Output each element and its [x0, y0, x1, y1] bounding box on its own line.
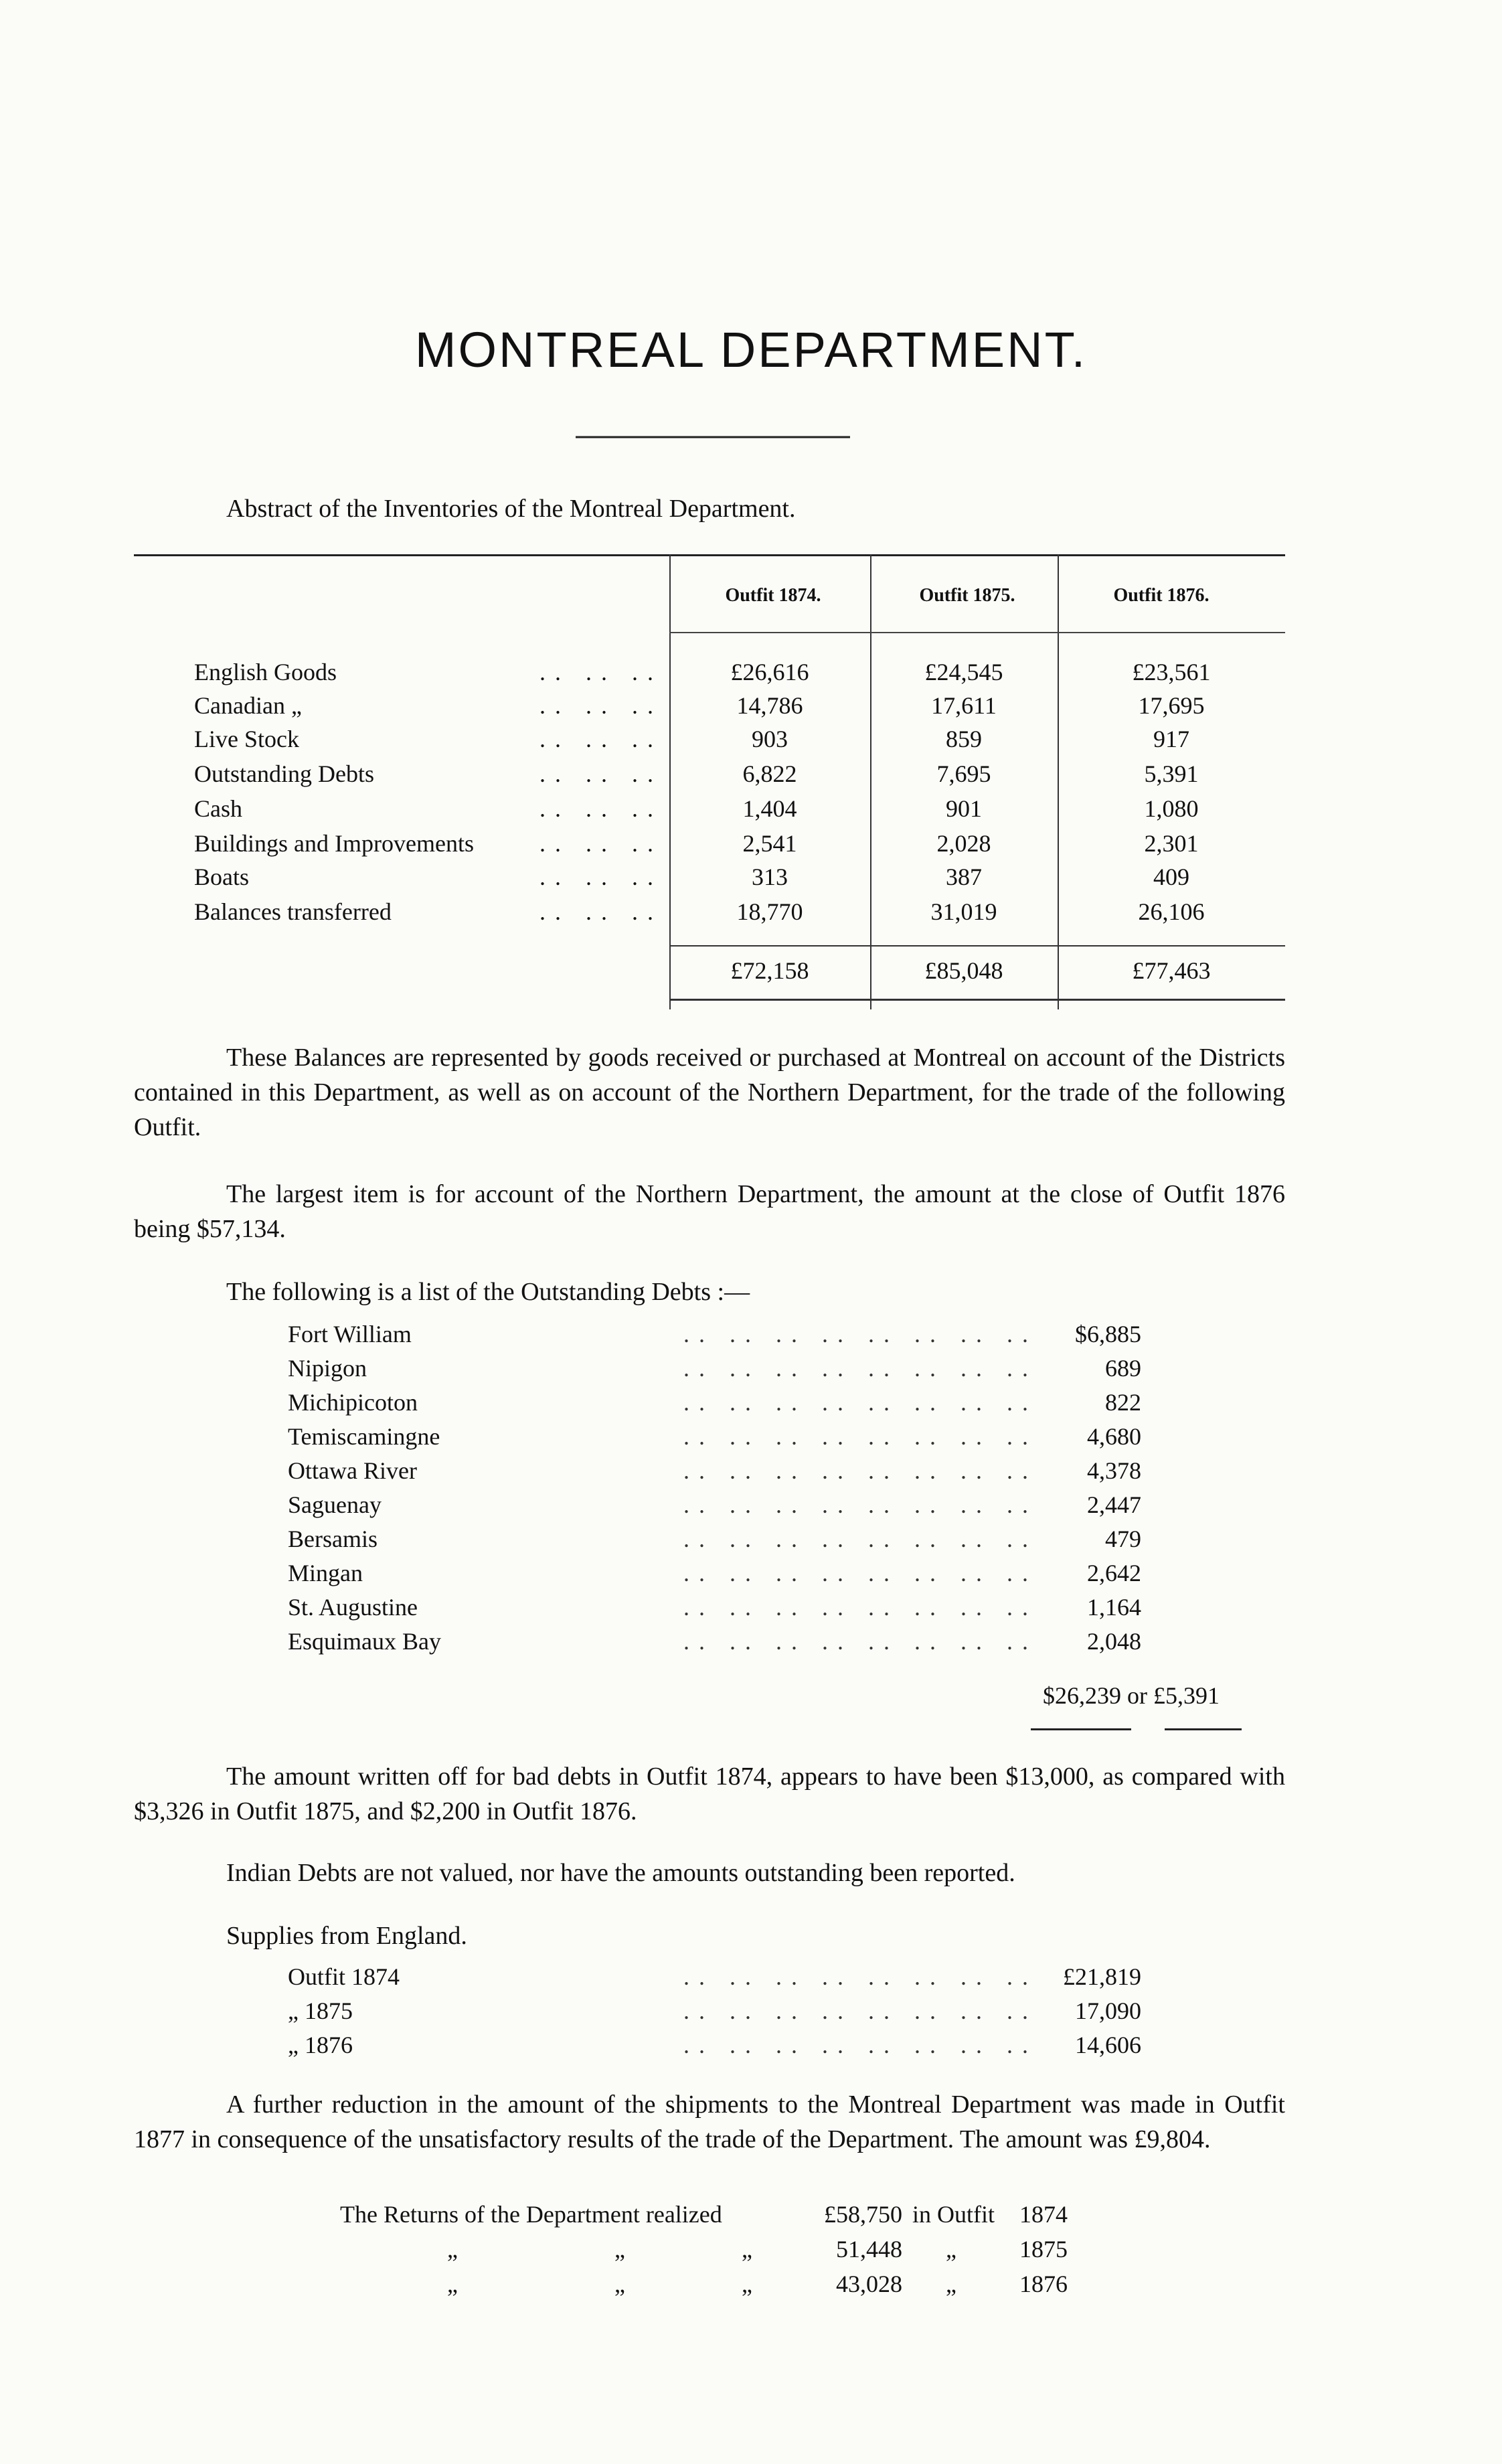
leader-dots: .. .. .. .. .. .. .. .. [683, 1423, 1037, 1450]
list-item [288, 2028, 1178, 2062]
list-item [288, 1960, 1178, 1994]
debt-district-name: St. Augustine [288, 1594, 418, 1621]
returns-table [340, 2197, 1143, 2311]
ditto-mark: „ [447, 2236, 458, 2263]
list-item [288, 1454, 1178, 1488]
inventory-cell-1875: 901 [946, 795, 982, 822]
page-title: MONTREAL DEPARTMENT. [414, 322, 1088, 378]
total-underline [1165, 1728, 1242, 1730]
inventory-cell-1874: 2,541 [742, 830, 797, 857]
list-item [288, 1386, 1178, 1420]
inventory-row-label: Live Stock [194, 726, 299, 752]
leader-dots: .. .. .. .. .. .. .. .. [683, 1526, 1037, 1552]
leader-dots: .. .. .. .. .. .. .. .. [683, 1491, 1037, 1518]
inventory-cell-1874: 903 [752, 726, 788, 752]
debt-district-name: Fort William [288, 1321, 412, 1347]
ditto-mark: „ [447, 2271, 458, 2297]
title-ornament-rule [576, 435, 850, 439]
inventory-cell-1876: 2,301 [1144, 830, 1199, 857]
returns-lead-text: The Returns of the Department realized [340, 2201, 722, 2228]
debt-amount: 479 [1105, 1526, 1141, 1552]
inventory-row-label: Canadian „ [194, 692, 302, 719]
inventory-cell-1874: 6,822 [742, 760, 797, 787]
list-item [288, 1556, 1178, 1590]
returns-year: 1876 [1019, 2271, 1068, 2297]
leader-dots: .. .. .. .. .. .. .. .. [683, 1355, 1037, 1382]
leader-dots: .. .. .. [539, 726, 663, 752]
returns-year: 1875 [1019, 2236, 1068, 2263]
inventory-cell-1876: 17,695 [1138, 692, 1205, 719]
inventory-cell-1875: 7,695 [936, 760, 991, 787]
ditto-mark: „ [614, 2271, 625, 2297]
table-bottom-rule [669, 999, 1285, 1001]
table-top-rule [134, 554, 1285, 556]
debt-amount: 2,048 [1087, 1628, 1141, 1655]
debt-district-name: Michipicoton [288, 1389, 418, 1416]
debt-amount: 2,642 [1087, 1560, 1141, 1586]
ditto-mark: „ [742, 2236, 752, 2263]
leader-dots: .. .. .. [539, 898, 663, 925]
paragraph-debts-intro: The following is a list of the Outstanding Debts :— [226, 1278, 750, 1306]
list-item [288, 1317, 1178, 1351]
paragraph-balances: These Balances are represented by goods received or purchased at Montreal on account of the Districts contained in this Department, as well as on account of the Northern Department, for the trade of the following Outfit. [134, 1044, 1285, 1141]
returns-amount: 51,448 [836, 2236, 902, 2263]
supplies-amount: 14,606 [1075, 2032, 1141, 2058]
inventory-cell-1876: 409 [1153, 864, 1189, 890]
returns-year: 1874 [1019, 2201, 1068, 2228]
debt-amount: $6,885 [1075, 1321, 1141, 1347]
column-header-1875: Outfit 1875. [919, 585, 1015, 606]
total-1876: £77,463 [1132, 957, 1211, 984]
leader-dots: .. .. .. .. .. .. .. .. [683, 1457, 1037, 1484]
paragraph-reduction: A further reduction in the amount of the shipments to the Montreal Department was made in Outfit 1877 in consequence of the unsatisfactory results of the trade of the Department. The amount was £9,804. [134, 2090, 1285, 2153]
header-rule [669, 632, 1285, 633]
debts-total [1043, 1681, 1220, 1710]
inventory-cell-1874: 1,404 [742, 795, 797, 822]
inventory-row-label: Boats [194, 864, 250, 890]
inventory-cell-1876: £23,561 [1132, 659, 1211, 685]
inventory-cell-1875: 387 [946, 864, 982, 890]
inventory-cell-1876: 917 [1153, 726, 1189, 752]
supplies-outfit-label: „ 1875 [288, 1997, 353, 2024]
column-header-1876: Outfit 1876. [1113, 585, 1209, 606]
leader-dots: .. .. .. [539, 795, 663, 822]
leader-dots: .. .. .. .. .. .. .. .. [683, 1963, 1037, 1990]
leader-dots: .. .. .. .. .. .. .. .. [683, 1389, 1037, 1416]
list-item [288, 1625, 1178, 1659]
inventory-cell-1875: 17,611 [931, 692, 997, 719]
ditto-mark: „ [614, 2236, 625, 2263]
inventory-cell-1875: 859 [946, 726, 982, 752]
total-1874: £72,158 [730, 957, 809, 984]
inventory-cell-1876: 1,080 [1144, 795, 1199, 822]
debt-district-name: Esquimaux Bay [288, 1628, 441, 1655]
leader-dots: .. .. .. .. .. .. .. .. [683, 1321, 1037, 1347]
debt-amount: 1,164 [1087, 1594, 1141, 1621]
total-underline [1031, 1728, 1131, 1730]
supplies-list [288, 1960, 1178, 2062]
debt-amount: 689 [1105, 1355, 1141, 1382]
inventory-cell-1876: 5,391 [1144, 760, 1199, 787]
inventory-row-label: Buildings and Improvements [194, 830, 474, 857]
list-item [288, 1420, 1178, 1454]
leader-dots: .. .. .. [539, 830, 663, 857]
supplies-outfit-label: Outfit 1874 [288, 1963, 400, 1990]
inventory-row-label: English Goods [194, 659, 337, 685]
ditto-mark: „ [946, 2271, 956, 2297]
total-1875: £85,048 [924, 957, 1003, 984]
leader-dots: .. .. .. [539, 864, 663, 890]
supplies-amount: 17,090 [1075, 1997, 1141, 2024]
supplies-outfit-label: „ 1876 [288, 2032, 353, 2058]
outstanding-debts-list [288, 1317, 1178, 1659]
inventory-cell-1875: 31,019 [930, 898, 997, 925]
column-divider [870, 554, 871, 1009]
returns-in-outfit-label: in Outfit [912, 2201, 995, 2228]
inventory-cell-1875: £24,545 [924, 659, 1003, 685]
paragraph-bad-debts: The amount written off for bad debts in Outfit 1874, appears to have been $13,000, as compared with $3,326 in Outfit 1875, and $2,200 in Outfit 1876. [134, 1762, 1285, 1825]
inventory-cell-1874: 313 [752, 864, 788, 890]
inventory-cell-1874: 18,770 [736, 898, 803, 925]
leader-dots: .. .. .. .. .. .. .. .. [683, 2032, 1037, 2058]
debt-district-name: Nipigon [288, 1355, 367, 1382]
list-item [288, 1522, 1178, 1556]
debt-district-name: Saguenay [288, 1491, 382, 1518]
leader-dots: .. .. .. .. .. .. .. .. [683, 1997, 1037, 2024]
abstract-caption: Abstract of the Inventories of the Montreal Department. [226, 495, 796, 523]
inventory-cell-1874: £26,616 [730, 659, 809, 685]
ditto-mark: „ [742, 2271, 752, 2297]
paragraph-indian-debts: Indian Debts are not valued, nor have the amounts outstanding been reported. [226, 1859, 1015, 1887]
debt-district-name: Ottawa River [288, 1457, 417, 1484]
leader-dots: .. .. .. .. .. .. .. .. [683, 1594, 1037, 1621]
debt-amount: 2,447 [1087, 1491, 1141, 1518]
debt-district-name: Temiscamingne [288, 1423, 440, 1450]
column-divider [669, 554, 671, 1009]
inventory-row-label: Cash [194, 795, 242, 822]
returns-amount: 43,028 [836, 2271, 902, 2297]
inventory-cell-1875: 2,028 [936, 830, 991, 857]
leader-dots: .. .. .. [539, 659, 663, 685]
debt-amount: 4,680 [1087, 1423, 1141, 1450]
column-divider [1058, 554, 1059, 1009]
inventory-cell-1876: 26,106 [1138, 898, 1205, 925]
total-rule [669, 945, 1285, 947]
inventory-row-label: Outstanding Debts [194, 760, 374, 787]
ditto-mark: „ [946, 2236, 956, 2263]
debt-amount: 4,378 [1087, 1457, 1141, 1484]
debt-district-name: Mingan [288, 1560, 363, 1586]
leader-dots: .. .. .. .. .. .. .. .. [683, 1628, 1037, 1655]
debts-total-pounds: £5,391 [1153, 1682, 1220, 1709]
debts-total-dollars: $26,239 [1043, 1682, 1121, 1709]
supplies-amount: £21,819 [1063, 1963, 1141, 1990]
column-header-1874: Outfit 1874. [725, 585, 821, 606]
returns-amount: £58,750 [824, 2201, 902, 2228]
list-item [288, 1351, 1178, 1386]
leader-dots: .. .. .. [539, 760, 663, 787]
list-item [288, 1488, 1178, 1522]
debt-amount: 822 [1105, 1389, 1141, 1416]
supplies-caption: Supplies from England. [226, 1922, 467, 1950]
paragraph-largest-item: The largest item is for account of the Northern Department, the amount at the close of Outfit 1876 being $57,134. [134, 1180, 1285, 1243]
debt-district-name: Bersamis [288, 1526, 378, 1552]
debts-total-or: or [1127, 1682, 1147, 1709]
inventory-cell-1874: 14,786 [736, 692, 803, 719]
list-item [288, 1994, 1178, 2028]
inventory-row-label: Balances transferred [194, 898, 392, 925]
inventory-table [134, 554, 1285, 1009]
leader-dots: .. .. .. [539, 692, 663, 719]
list-item [288, 1590, 1178, 1625]
leader-dots: .. .. .. .. .. .. .. .. [683, 1560, 1037, 1586]
